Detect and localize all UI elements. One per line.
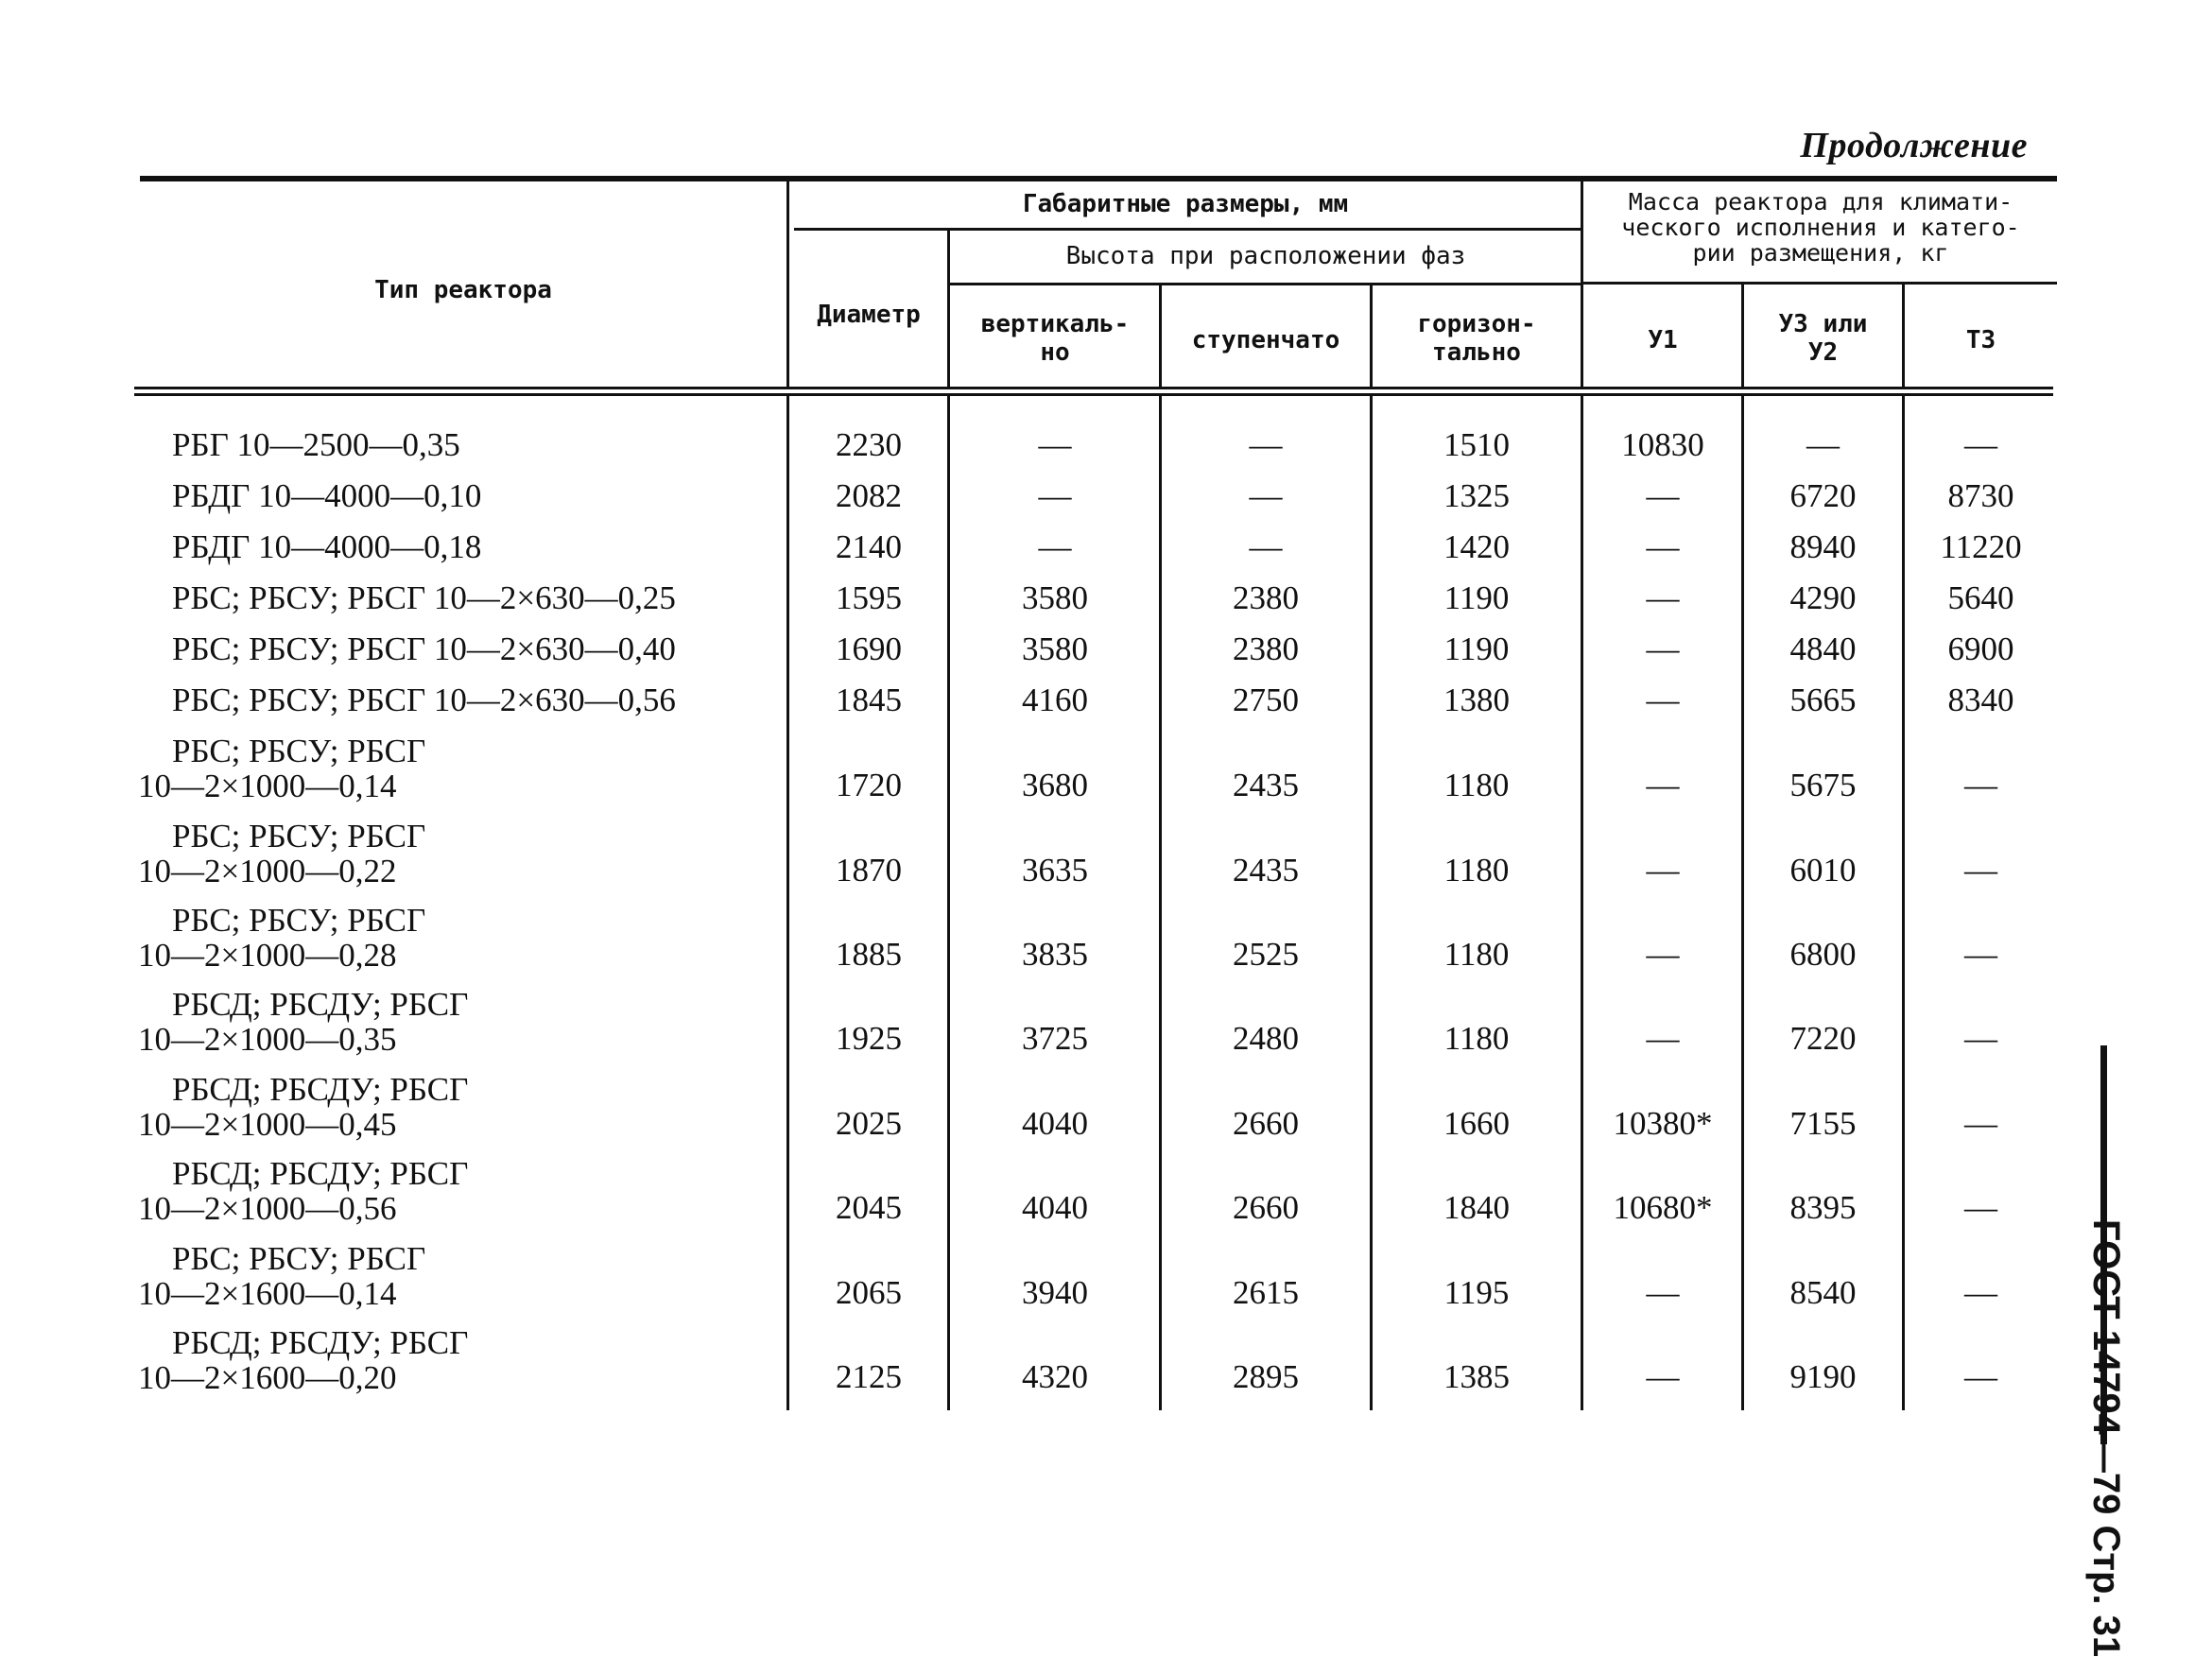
cell-t3: — [1964,852,1997,889]
cell-u3u2: — [1806,426,1840,463]
cell-u3u2: 8395 [1789,1189,1857,1226]
header-mass [1584,189,2057,266]
cell-vertical: 3725 [1022,1020,1088,1057]
cell-vertical: 4160 [1022,682,1088,718]
header-type: Тип реактора [374,276,552,304]
header-horizontal [1373,310,1581,367]
cell-u1: 10380* [1613,1105,1713,1142]
cell-horizontal: 1190 [1443,630,1510,667]
cell-horizontal: 1190 [1443,579,1510,616]
header-u3u2 [1744,310,1902,367]
cell-t3: 8730 [1947,477,2014,514]
cell-diameter: 2230 [836,426,902,463]
cell-diameter: 2065 [836,1274,902,1311]
reactor-type-line1: РБСД; РБСДУ; РБСГ [172,1071,469,1108]
cell-u3u2: 5665 [1789,682,1857,718]
cell-stepped: 2750 [1233,682,1299,718]
height-header-rule [949,283,1581,285]
header-bottom-rule [134,387,2053,389]
cell-t3: — [1964,1274,1997,1311]
cell-u1: 10830 [1621,426,1704,463]
cell-diameter: 1690 [836,630,902,667]
header-diameter: Диаметр [817,301,921,329]
reactor-type-cell: РБДГ 10—4000—0,18 [172,528,482,565]
cell-u1: — [1646,528,1680,565]
header-mass-line3: рии размещения, кг [1692,239,1949,267]
cell-horizontal: 1385 [1443,1358,1510,1395]
cell-stepped: — [1249,477,1283,514]
cell-t3: — [1964,426,1997,463]
reactor-type-line2: 10—2×1000—0,28 [138,937,397,974]
cell-u1: — [1646,1274,1680,1311]
cell-stepped: — [1249,426,1283,463]
cell-diameter: 2025 [836,1105,902,1142]
cell-u3u2: 5675 [1789,767,1857,803]
reactor-type-cell [138,987,781,1057]
cell-stepped: 2525 [1233,936,1299,973]
cell-diameter: 2125 [836,1358,902,1395]
cell-diameter: 1885 [836,936,902,973]
reactor-type-line2: 10—2×1000—0,35 [138,1021,397,1058]
cell-stepped: 2660 [1233,1105,1299,1142]
reactor-type-cell [138,734,781,803]
cell-u1: — [1646,579,1680,616]
header-mass-line1: Масса реактора для климати- [1628,188,2013,216]
table-top-rule [140,176,2057,181]
column-divider [947,231,950,387]
header-horizontal-line2: тально [1432,338,1521,367]
cell-vertical: 4320 [1022,1358,1088,1395]
header-u3u2-line2: У2 [1807,338,1839,367]
cell-vertical: 3635 [1022,852,1088,889]
cell-stepped: 2380 [1233,630,1299,667]
cell-t3: 8340 [1947,682,2014,718]
reactor-type-cell: РБС; РБСУ; РБСГ 10—2×630—0,40 [172,630,676,667]
cell-horizontal: 1510 [1443,426,1510,463]
cell-horizontal: 1195 [1443,1274,1510,1311]
cell-u3u2: 7220 [1789,1020,1857,1057]
reactor-type-line1: РБС; РБСУ; РБСГ [172,1240,426,1277]
reactor-type-cell [138,1241,781,1311]
cell-vertical: 3580 [1022,579,1088,616]
reactor-type-line2: 10—2×1000—0,56 [138,1190,397,1227]
cell-u3u2: 4840 [1789,630,1857,667]
reactor-type-line2: 10—2×1600—0,20 [138,1359,397,1396]
cell-diameter: 2045 [836,1189,902,1226]
cell-u1: — [1646,682,1680,718]
cell-u3u2: 4290 [1789,579,1857,616]
cell-diameter: 1595 [836,579,902,616]
cell-u1: — [1646,936,1680,973]
column-divider [1581,396,1583,1410]
reactor-type-cell [138,819,781,889]
header-u3u2-line1: У3 или [1778,310,1868,338]
cell-vertical: 4040 [1022,1105,1088,1142]
cell-stepped: 2380 [1233,579,1299,616]
reactor-type-cell [138,1156,781,1226]
cell-vertical: 3580 [1022,630,1088,667]
cell-t3: — [1964,1020,1997,1057]
cell-stepped: 2435 [1233,852,1299,889]
reactor-type-cell [138,1325,781,1395]
header-vertical [951,310,1159,367]
continuation-label: Продолжение [1800,126,2028,165]
cell-horizontal: 1840 [1443,1189,1510,1226]
reactor-type-cell: РБС; РБСУ; РБСГ 10—2×630—0,56 [172,682,676,718]
cell-u3u2: 8540 [1789,1274,1857,1311]
side-page-header: ГОСТ 14794—79 Стр. 31 [2085,1219,2127,1657]
cell-diameter: 1870 [836,852,902,889]
cell-stepped: 2480 [1233,1020,1299,1057]
cell-u3u2: 6800 [1789,936,1857,973]
cell-stepped: — [1249,528,1283,565]
cell-diameter: 1925 [836,1020,902,1057]
reactor-type-line1: РБСД; РБСДУ; РБСГ [172,986,469,1023]
reactor-type-line2: 10—2×1000—0,22 [138,853,397,889]
reactor-type-line1: РБС; РБСУ; РБСГ [172,733,426,769]
column-divider [1581,181,1583,387]
cell-t3: 6900 [1947,630,2014,667]
reactor-type-cell [138,1072,781,1142]
header-t3: Т3 [1965,326,1996,354]
cell-vertical: 3680 [1022,767,1088,803]
cell-u1: 10680* [1613,1189,1713,1226]
cell-u3u2: 6010 [1789,852,1857,889]
cell-t3: — [1964,1105,1997,1142]
cell-stepped: 2660 [1233,1189,1299,1226]
reactor-type-cell [138,903,781,973]
cell-horizontal: 1180 [1443,1020,1510,1057]
reactor-type-line2: 10—2×1000—0,14 [138,768,397,804]
cell-horizontal: 1180 [1443,767,1510,803]
column-divider [947,396,950,1410]
cell-u3u2: 6720 [1789,477,1857,514]
reactor-type-cell: РБГ 10—2500—0,35 [172,426,460,463]
header-vertical-line2: но [1040,338,1070,367]
header-vertical-line1: вертикаль- [980,310,1130,338]
header-height-group: Высота при расположении фаз [1065,242,1466,270]
reactor-type-line2: 10—2×1600—0,14 [138,1275,397,1312]
mass-header-rule [1581,282,2057,285]
header-dimensions: Габаритные размеры, мм [1022,190,1349,218]
cell-stepped: 2435 [1233,767,1299,803]
cell-u1: — [1646,1020,1680,1057]
cell-u1: — [1646,477,1680,514]
header-u1: У1 [1648,326,1678,354]
cell-horizontal: 1180 [1443,852,1510,889]
cell-diameter: 1720 [836,767,902,803]
cell-t3: — [1964,1189,1997,1226]
cell-t3: — [1964,767,1997,803]
cell-t3: — [1964,936,1997,973]
cell-u3u2: 9190 [1789,1358,1857,1395]
cell-vertical: 3835 [1022,936,1088,973]
cell-u3u2: 8940 [1789,528,1857,565]
reactor-type-line1: РБСД; РБСДУ; РБСГ [172,1324,469,1361]
cell-horizontal: 1420 [1443,528,1510,565]
header-bottom-rule-second [134,393,2053,396]
cell-diameter: 2140 [836,528,902,565]
cell-vertical: — [1038,528,1072,565]
reactor-type-cell: РБДГ 10—4000—0,10 [172,477,482,514]
cell-horizontal: 1325 [1443,477,1510,514]
reactor-type-line1: РБСД; РБСДУ; РБСГ [172,1155,469,1192]
dimensions-header-rule [794,228,1581,231]
cell-stepped: 2615 [1233,1274,1299,1311]
cell-horizontal: 1180 [1443,936,1510,973]
cell-vertical: — [1038,477,1072,514]
header-stepped: ступенчато [1191,326,1340,354]
cell-t3: 5640 [1947,579,2014,616]
cell-diameter: 2082 [836,477,902,514]
cell-vertical: — [1038,426,1072,463]
reactor-type-cell: РБС; РБСУ; РБСГ 10—2×630—0,25 [172,579,676,616]
cell-diameter: 1845 [836,682,902,718]
cell-u1: — [1646,852,1680,889]
cell-stepped: 2895 [1233,1358,1299,1395]
header-horizontal-line1: горизон- [1417,310,1536,338]
cell-u1: — [1646,767,1680,803]
cell-t3: — [1964,1358,1997,1395]
cell-t3: 11220 [1940,528,2022,565]
column-divider [786,181,789,387]
header-mass-line2: ческого исполнения и катего- [1621,214,2020,241]
cell-vertical: 3940 [1022,1274,1088,1311]
cell-horizontal: 1660 [1443,1105,1510,1142]
cell-u1: — [1646,1358,1680,1395]
reactor-type-line2: 10—2×1000—0,45 [138,1106,397,1143]
cell-horizontal: 1380 [1443,682,1510,718]
cell-u1: — [1646,630,1680,667]
reactor-type-line1: РБС; РБСУ; РБСГ [172,902,426,939]
cell-u3u2: 7155 [1789,1105,1857,1142]
cell-vertical: 4040 [1022,1189,1088,1226]
reactor-type-line1: РБС; РБСУ; РБСГ [172,818,426,854]
